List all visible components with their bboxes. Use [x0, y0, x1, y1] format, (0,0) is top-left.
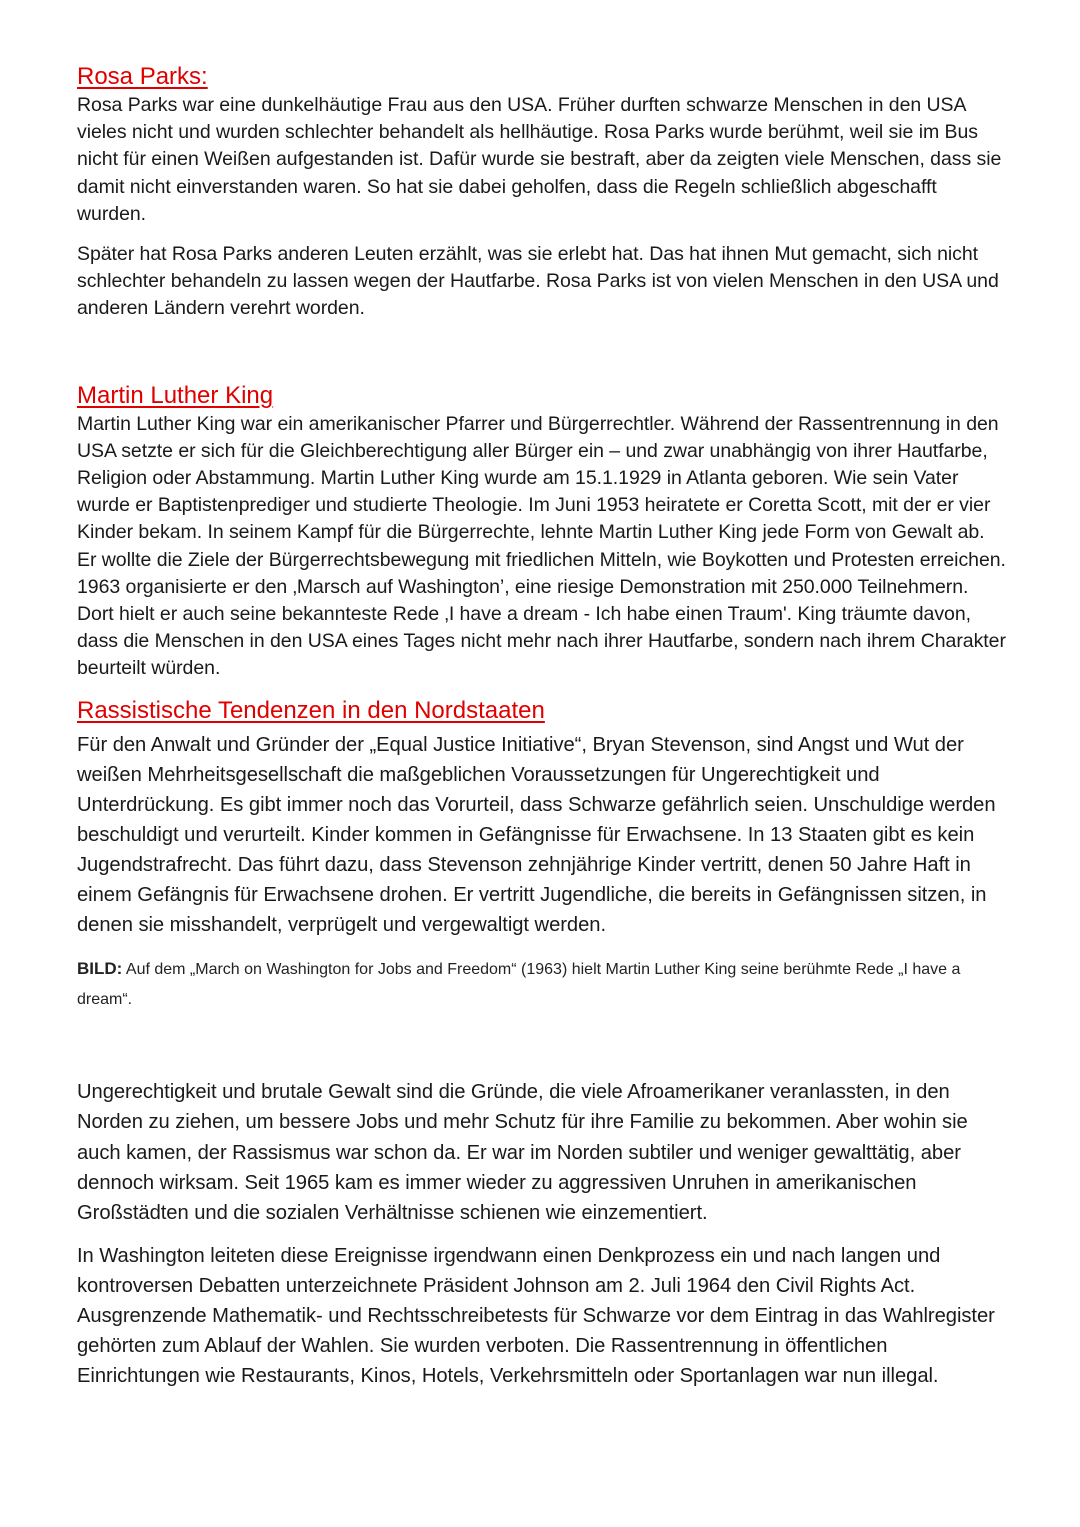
caption-label: BILD:	[77, 959, 123, 979]
paragraph-rassistische-tendenzen: Für den Anwalt und Gründer der „Equal Justice Initiative“, Bryan Stevenson, sind Angst und Wut der weißen Mehrheitsgesellschaft die maßgeblichen Voraussetzungen für Ungerechtigkeit und Unterdrückung. Es gibt immer noch das Vorurteil, dass Schwarze gefährlich seien. Unschuldige werden beschuldigt und verurteilt. Kinder kommen in Gefängnisse für Erwachsene. In 13 Staaten gibt es kein Jugendstrafrecht. Das führt dazu, dass Stevenson zehnjährige Kinder vertritt, denen 50 Jahre Haft in einem Gefängnis für Erwachsene drohen. Er vertritt Jugendliche, die bereits in Gefängnissen sitzen, in denen sie misshandelt, verprügelt und vergewaltigt werden.	[77, 733, 996, 937]
paragraph-closing-1: Ungerechtigkeit und brutale Gewalt sind die Gründe, die viele Afroamerikaner veranlassten, in den Norden zu ziehen, um bessere Jobs und mehr Schutz für ihre Familie zu bekommen. Aber wohin sie auch kamen, der Rassismus war schon da. Er war im Norden subtiler und weniger gewalttätig, aber dennoch wirksam. Seit 1965 kam es immer wieder zu aggressiven Unruhen in amerikanischen Großstädten und die sozialen Verhältnisse schienen wie einzementiert.	[77, 1081, 968, 1224]
paragraph-rosa-parks-1: Rosa Parks war eine dunkelhäutige Frau aus den USA. Früher durften schwarze Menschen in den USA vieles nicht und wurden schlechter behandelt als hellhäutige. Rosa Parks wurde berühmt, weil sie im Bus nicht für einen Weißen aufgestanden ist. Dafür wurde sie bestraft, aber da zeigten viele Menschen, dass sie damit nicht einverstanden waren. So hat sie dabei geholfen, dass die Regeln schließlich abgeschafft wurden.	[77, 94, 1002, 225]
paragraph-rosa-parks-2: Später hat Rosa Parks anderen Leuten erzählt, was sie erlebt hat. Das hat ihnen Mut gemacht, sich nicht schlechter behandeln zu lassen wegen der Hautfarbe. Rosa Parks ist von vielen Menschen in den USA und anderen Ländern verehrt worden.	[77, 243, 999, 320]
image-caption	[77, 954, 1007, 1015]
heading-martin-luther-king: Martin Luther King	[77, 381, 274, 409]
caption-text: Auf dem „March on Washington for Jobs and Freedom“ (1963) hielt Martin Luther King seine berühmte Rede „I have a dream“.	[77, 961, 961, 1009]
paragraph-martin-luther-king: Martin Luther King war ein amerikanischer Pfarrer und Bürgerrechtler. Während der Rassentrennung in den USA setzte er sich für die Gleichberechtigung aller Bürger ein – und zwar unabhängig von ihrer Hautfarbe, Religion oder Abstammung. Martin Luther King wurde am 15.1.1929 in Atlanta geboren. Wie sein Vater wurde er Baptistenprediger und studierte Theologie. Im Juni 1953 heiratete er Coretta Scott, mit der er vier Kinder bekam. In seinem Kampf für die Bürgerrechte, lehnte Martin Luther King jede Form von Gewalt ab. Er wollte die Ziele der Bürgerrechtsbewegung mit friedlichen Mitteln, wie Boykotten und Protesten erreichen. 1963 organisierte er den ‚Marsch auf Washington’, eine riesige Demonstration mit 250.000 Teilnehmern. Dort hielt er auch seine bekannteste Rede ‚I have a dream - Ich habe einen Traum'. King träumte davon, dass die Menschen in den USA eines Tages nicht mehr nach ihrer Hautfarbe, sondern nach ihrem Charakter beurteilt würden.	[77, 412, 1006, 680]
document-page	[77, 62, 1007, 1391]
paragraph-closing-2: In Washington leiteten diese Ereignisse irgendwann einen Denkprozess ein und nach langen und kontroversen Debatten unterzeichnete Präsident Johnson am 2. Juli 1964 den Civil Rights Act. Ausgrenzende Mathematik- und Rechtsschreibetests für Schwarze vor dem Eintrag in das Wahlregister gehörten zum Ablauf der Wahlen. Sie wurden verboten. Die Rassentrennung in öffentlichen Einrichtungen wie Restaurants, Kinos, Hotels, Verkehrsmitteln oder Sportanlagen war nun illegal.	[77, 1244, 995, 1388]
heading-rosa-parks: Rosa Parks:	[77, 63, 208, 90]
heading-rassistische-tendenzen: Rassistische Tendenzen in den Nordstaaten	[77, 696, 545, 724]
